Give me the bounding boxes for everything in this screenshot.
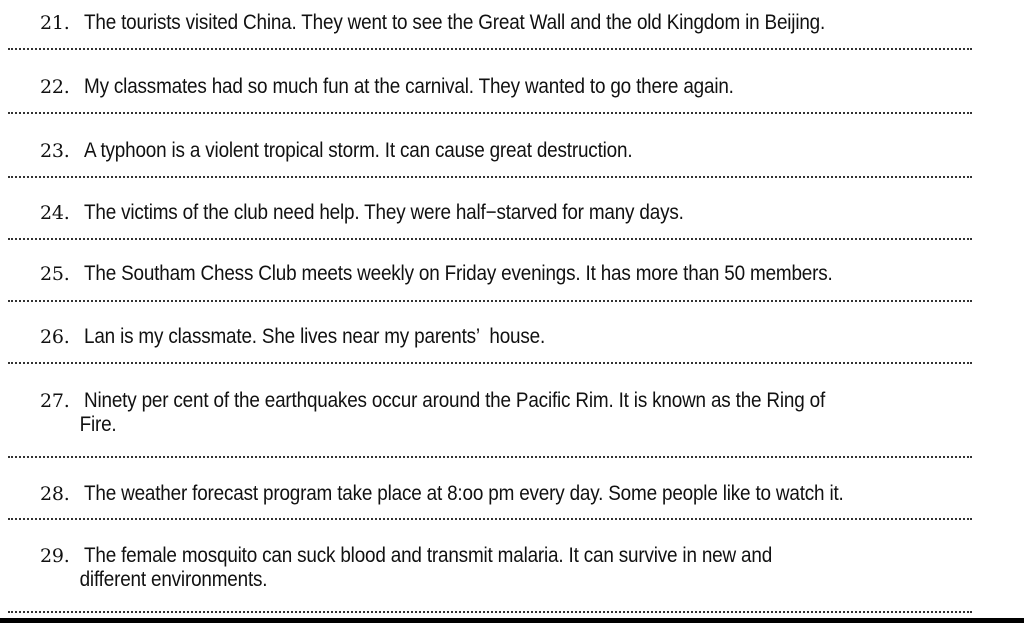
question-sentence: A typhoon is a violent tropical storm. It can cause great destruction. — [84, 139, 633, 162]
answer-line-23[interactable] — [8, 176, 972, 178]
answer-line-22[interactable] — [8, 112, 972, 114]
question-sentence: The Southam Chess Club meets weekly on Friday evenings. It has more than 50 members. — [84, 262, 833, 285]
question-sentence: The victims of the club need help. They were half−starved for many days. — [84, 201, 684, 224]
answer-line-24[interactable] — [8, 238, 972, 240]
question-number: 26. — [40, 326, 70, 348]
question-sentence: The tourists visited China. They went to see the Great Wall and the old Kingdom in Beijing. — [84, 11, 826, 34]
question-28 — [40, 482, 1016, 506]
answer-line-21[interactable] — [8, 48, 972, 50]
question-27 — [40, 389, 1016, 437]
question-number: 28. — [40, 483, 70, 505]
question-number: 25. — [40, 263, 70, 285]
question-29 — [40, 544, 1016, 592]
question-number: 21. — [40, 12, 70, 34]
question-26 — [40, 325, 1016, 349]
question-sentence-continued: different environments. — [79, 568, 268, 591]
question-24 — [40, 201, 1016, 225]
question-21 — [40, 11, 1016, 35]
question-sentence: My classmates had so much fun at the carnival. They wanted to go there again. — [84, 75, 734, 98]
question-number: 29. — [40, 545, 70, 567]
question-number: 23. — [40, 140, 70, 162]
question-number: 27. — [40, 390, 70, 412]
answer-line-26[interactable] — [8, 362, 972, 364]
question-sentence: Lan is my classmate. She lives near my parents’ house. — [84, 325, 546, 348]
question-25 — [40, 262, 1016, 286]
question-22 — [40, 75, 1016, 99]
question-number: 22. — [40, 76, 70, 98]
answer-line-27[interactable] — [8, 456, 972, 458]
answer-line-25[interactable] — [8, 300, 972, 302]
question-sentence: The weather forecast program take place at 8:oo pm every day. Some people like to watch it. — [84, 482, 844, 505]
bottom-rule — [0, 618, 1024, 623]
question-number: 24. — [40, 202, 70, 224]
question-sentence: Ninety per cent of the earthquakes occur around the Pacific Rim. It is known as the Ring of — [84, 389, 826, 412]
answer-line-28[interactable] — [8, 518, 972, 520]
answer-line-29[interactable] — [8, 611, 972, 613]
question-sentence-continued: Fire. — [79, 413, 117, 436]
question-23 — [40, 139, 1016, 163]
question-sentence: The female mosquito can suck blood and transmit malaria. It can survive in new and — [84, 544, 773, 567]
